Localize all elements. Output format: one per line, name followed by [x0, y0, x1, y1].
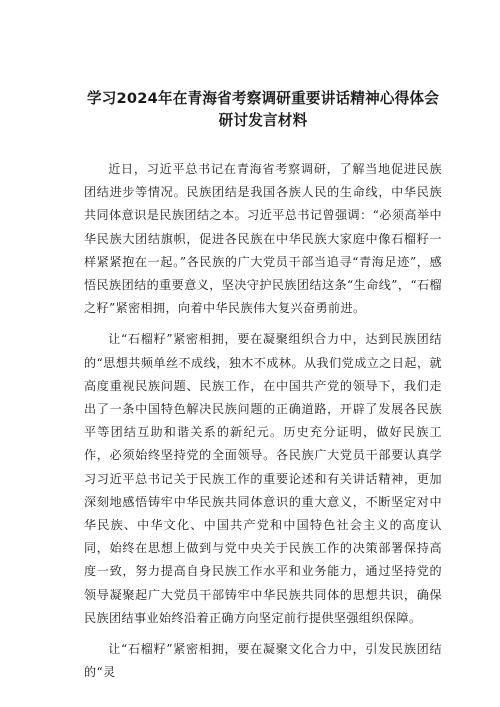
paragraph-intro: 近日，习近平总书记在青海省考察调研，了解当地促进民族团结进步等情况。民族团结是我国各族人民的生命线，中华民族共同体意识是民族团结之本。习近平总书记曾强调：“必须高举中华民族大团结旗帜，促进各民族在中华民族大家庭中像石榴籽一样紧紧抱在一起。”各民族的广大党员干部当追寻“青海足迹”，感悟民族团结的重要意义，坚决守护民族团结这条“生命线”，“石榴之籽”紧密相拥，向着中华民族伟大复兴奋勇前进。 [84, 162, 442, 316]
paragraph-organization: 让“石榴籽”紧密相拥，要在凝聚组织合力中，达到民族团结的“思想共频单丝不成线，独木不成林。从我们党成立之日起，就高度重视民族问题、民族工作，在中国共产党的领导下，我们走出了一条中国特色解决民族问题的正确道路，开辟了发展各民族平等团结互助和谐关系的新纪元。历史充分证明，做好民族工作，必须始终坚持党的全面领导。各民族广大党员干部要认真学习习近平总书记关于民族工作的重要论述和有关讲话精神，更加深刻地感悟铸牢中华民族共同体意识的重大意义，不断坚定对中华民族、中华文化、中国共产党和中国特色社会主义的高度认同，始终在思想上做到与党中央关于民族工作的决策部署保持高度一致，努力提高自身民族工作水平和业务能力，通过坚持党的领导凝聚起广大党员干部铸牢中华民族共同体的思想共识，确保民族团结事业始终沿着正确方向坚定前行提供坚强组织保障。 [84, 332, 442, 625]
paragraph-culture: 让“石榴籽”紧密相拥，要在凝聚文化合力中，引发民族团结的“灵 [84, 642, 442, 680]
document-title: 学习2024年在青海省考察调研重要讲话精神心得体会研讨发言材料 [86, 90, 440, 129]
